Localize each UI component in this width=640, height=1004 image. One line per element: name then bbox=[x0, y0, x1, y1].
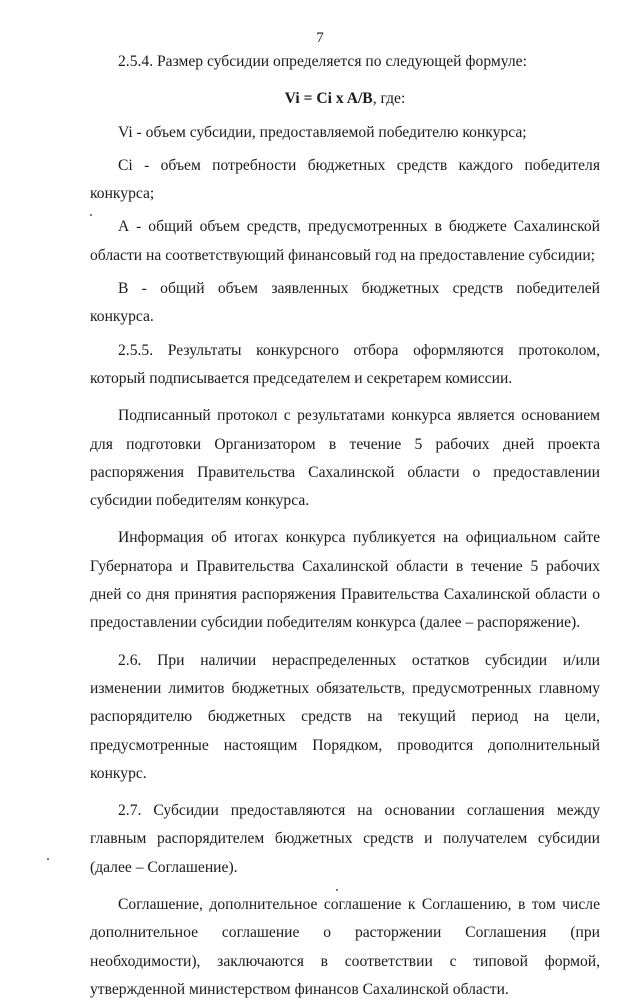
scan-speck bbox=[336, 889, 338, 891]
paragraph-2-5-5: 2.5.5. Результаты конкурсного отбора оформляются протоколом, который подписывается председателем и секретарем комиссии. bbox=[90, 341, 600, 387]
definition-vi: Vi - объем субсидии, предоставляемой победителю конкурса; bbox=[118, 123, 527, 141]
subsidy-formula bbox=[90, 85, 600, 113]
paragraph-2-7: 2.7. Субсидии предоставляются на основании соглашения между главным распорядителем бюджетных средств и получателем субсидии (далее – Соглашение). bbox=[90, 802, 600, 876]
formula-tail: , где: bbox=[372, 90, 406, 108]
definition-ci: Ci - объем потребности бюджетных средств каждого победителя конкурса; bbox=[90, 156, 600, 203]
formula-expression: Vi = Ci x A/B bbox=[284, 90, 373, 108]
paragraph-agreement: Соглашение, дополнительное соглашение к Соглашению, в том числе дополнительное соглашение о расторжении Соглашения (при необходимости), заключаются в соответствии с типовой формой, утвержденной министерством финансов Сахалинской области. bbox=[90, 896, 600, 998]
page-number: 7 bbox=[316, 30, 324, 46]
scan-speck bbox=[90, 214, 92, 216]
paragraph-results-info: Информация об итогах конкурса публикуется на официальном сайте Губернатора и Правительства Сахалинской области в течение 5 рабочих дней со дня принятия распоряжения Правительства Сахалинской области о предоставлении субсидии победителям конкурса (далее – распоряжение). bbox=[90, 529, 600, 632]
definition-a: А - общий объем средств, предусмотренных в бюджете Сахалинской области на соответствующий финансовый год на предоставление субсидии; bbox=[90, 218, 600, 264]
paragraph-2-6: 2.6. При наличии нераспределенных остатков субсидии и/или изменении лимитов бюджетных обязательств, предусмотренных главному распорядителю бюджетных средств на текущий период на цели, предусмотренные настоящим Порядком, проводится дополнительный конкурс. bbox=[90, 651, 600, 782]
definition-b: В - общий объем заявленных бюджетных средств победителей конкурса. bbox=[90, 280, 600, 326]
paragraph-protocol: Подписанный протокол с результатами конкурса является основанием для подготовки Организатором в течение 5 рабочих дней проекта распоряжения Правительства Сахалинской области о предоставлении субсидии победителям конкурса. bbox=[90, 407, 600, 510]
scan-speck bbox=[47, 858, 49, 860]
paragraph-2-5-4: 2.5.4. Размер субсидии определяется по следующей формуле: bbox=[118, 53, 527, 70]
document-body bbox=[90, 48, 600, 1004]
